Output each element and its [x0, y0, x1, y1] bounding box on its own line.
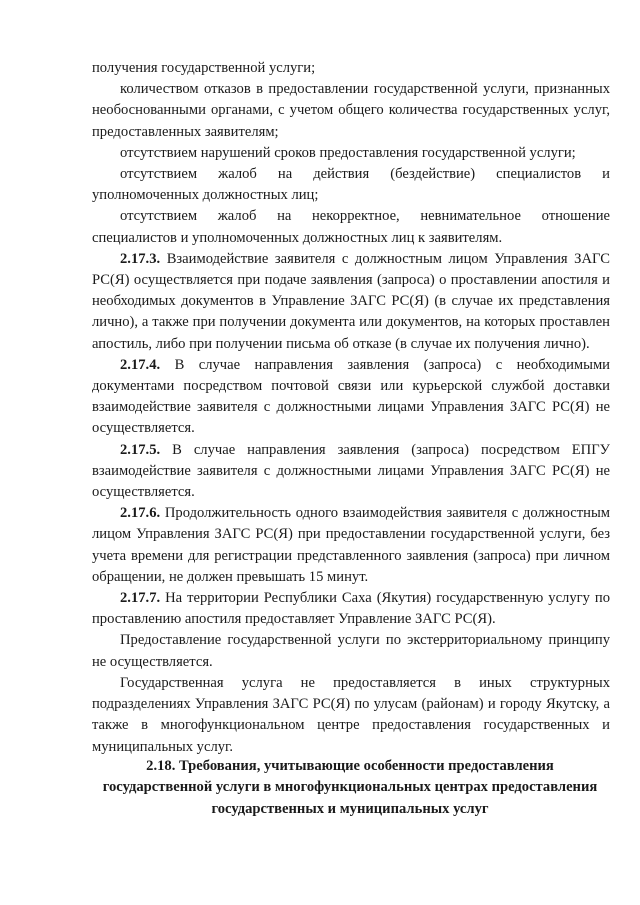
paragraph — [92, 206, 610, 248]
heading-line: государственной услуги в многофункциональных центрах предоставления — [102, 779, 598, 796]
paragraph — [92, 164, 610, 206]
clause-number: 2.17.3. — [120, 250, 161, 267]
paragraph-text: отсутствием жалоб на действия (бездействие) специалистов и уполномоченных должностных лиц; — [92, 166, 610, 204]
paragraph — [92, 673, 610, 758]
heading-line: 2.18. Требования, учитывающие особенности предоставления — [146, 758, 554, 774]
paragraph-text: Предоставление государственной услуги по экстерриториальному принципу не осуществляется. — [92, 632, 610, 670]
section-heading-2-18 — [80, 756, 620, 820]
paragraph — [92, 143, 610, 164]
paragraph-2-17-4 — [92, 355, 610, 440]
paragraph-2-17-6 — [92, 503, 610, 588]
paragraph-text: количеством отказов в предоставлении государственной услуги, признанных необоснованными органами, с учетом общего количества государственных услуг, предоставленных заявителям; — [92, 81, 610, 140]
heading-line: государственных и муниципальных услуг — [211, 800, 489, 817]
paragraph-text: Продолжительность одного взаимодействия заявителя с должностным лицом Управления ЗАГС РС(Я) при предоставлении государственной услуги, без учета времени для регистрации представленного заявления (запроса) при личном обращении, не должен превышать 15 минут. — [92, 505, 610, 585]
clause-number: 2.17.4. — [120, 356, 161, 373]
clause-number: 2.17.7. — [120, 590, 161, 607]
clause-number: 2.17.5. — [120, 441, 161, 458]
body-text — [92, 58, 610, 758]
paragraph-2-17-5 — [92, 440, 610, 504]
paragraph-text: В случае направления заявления (запроса) посредством ЕПГУ взаимодействие заявителя с должностными лицами Управления ЗАГС РС(Я) не осуществляется. — [92, 441, 610, 501]
paragraph-text: отсутствием жалоб на некорректное, невнимательное отношение специалистов и уполномоченных должностных лиц к заявителям. — [92, 208, 610, 246]
paragraph-text: На территории Республики Саха (Якутия) государственную услугу по проставлению апостиля предоставляет Управление ЗАГС РС(Я). — [92, 590, 610, 628]
paragraph-text: Взаимодействие заявителя с должностным лицом Управления ЗАГС РС(Я) осуществляется при подаче заявления (запроса) о проставлении апостиля и необходимых документов в Управление ЗАГС РС(Я) (в случае их представления лично), а также при получении документа или документов, на которых проставлен апостиль, либо при получении письма об отказе (в случае их получения лично). — [92, 250, 611, 352]
paragraph — [92, 630, 610, 672]
clause-number: 2.17.6. — [120, 505, 161, 522]
paragraph — [92, 58, 610, 79]
paragraph-text: отсутствием нарушений сроков предоставления государственной услуги; — [120, 144, 576, 161]
paragraph-text: Государственная услуга не предоставляется в иных структурных подразделениях Управления ЗАГС РС(Я) по улусам (районам) и городу Якутску, а также в многофункциональном центре предоставления государственных и муниципальных услуг. — [92, 674, 610, 755]
paragraph-2-17-3 — [92, 249, 610, 355]
paragraph-2-17-7 — [92, 588, 610, 630]
paragraph — [92, 79, 610, 143]
paragraph-text: В случае направления заявления (запроса) с необходимыми документами посредством почтовой связи или курьерской службой доставки взаимодействие заявителя с должностными лицами Управления ЗАГС РС(Я) не осуществляется. — [92, 356, 610, 437]
paragraph-text: получения государственной услуги; — [92, 60, 316, 76]
